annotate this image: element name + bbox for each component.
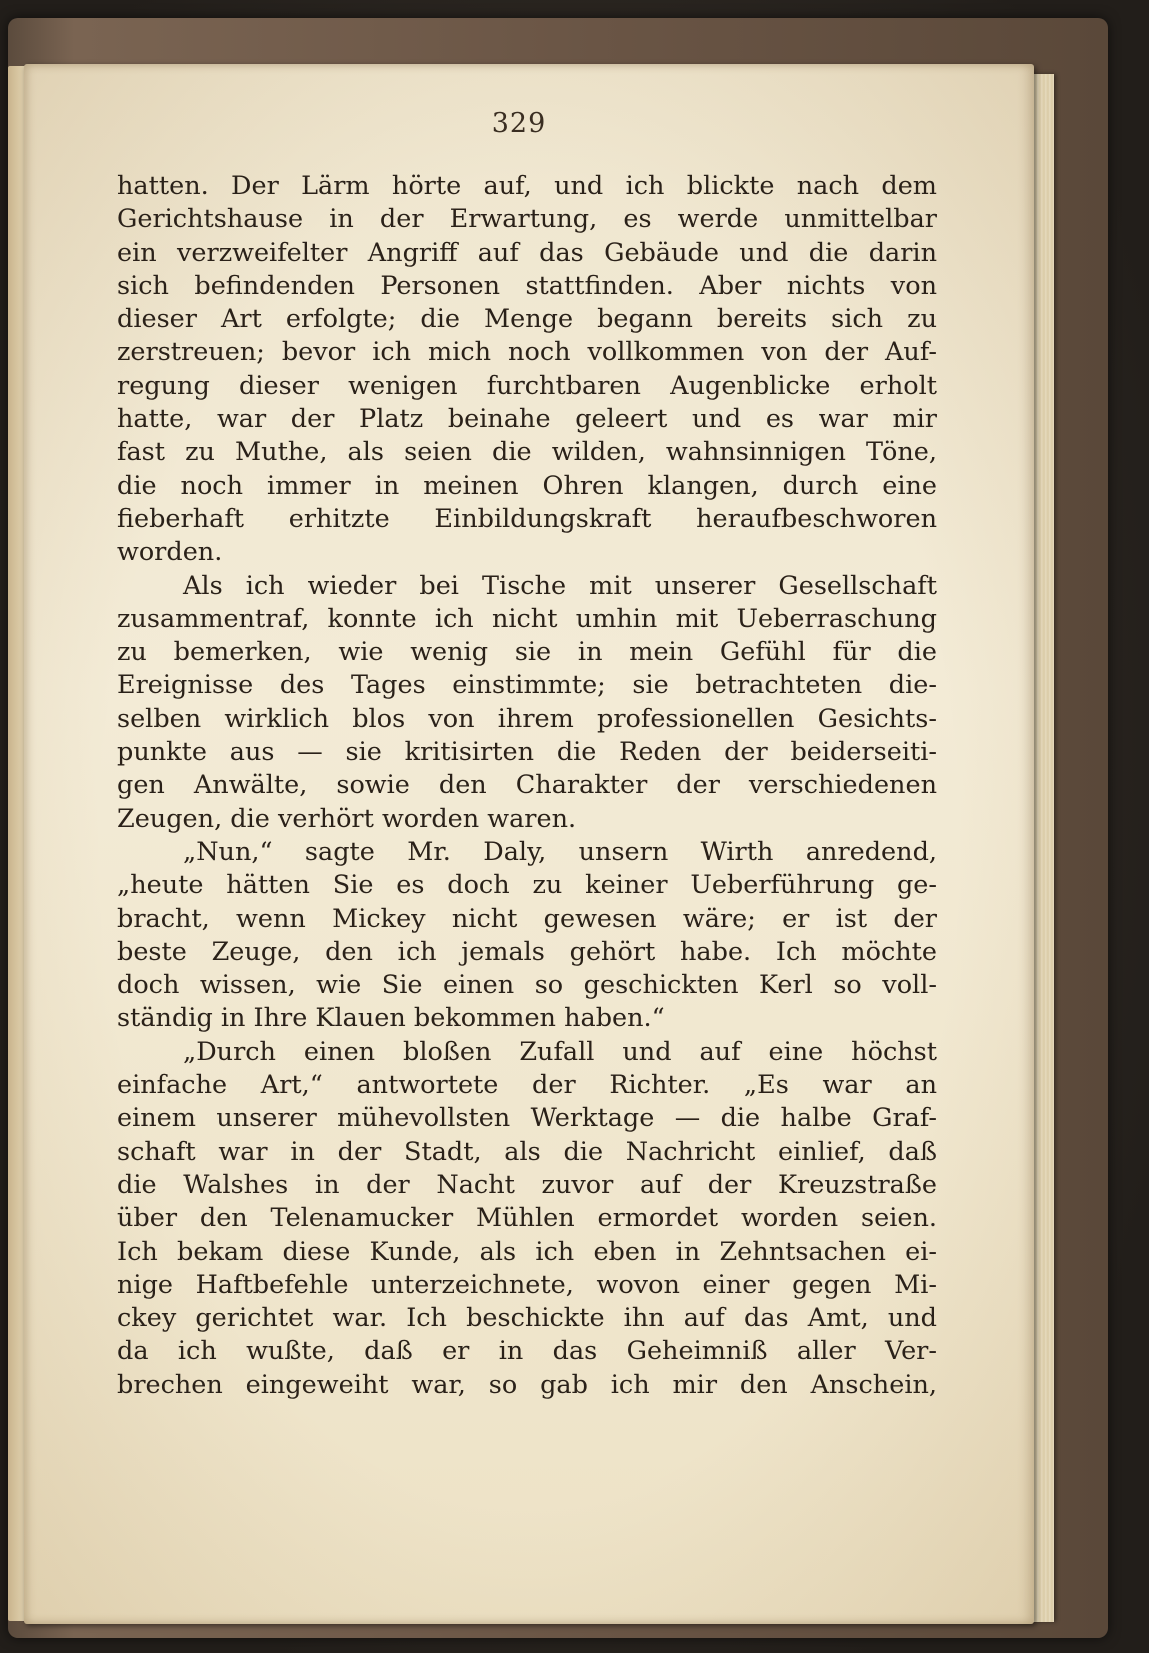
text-line: worden. bbox=[117, 537, 223, 568]
text-line: dieser Art erfolgte; die Menge begann bereits sich zu bbox=[117, 304, 937, 335]
book-page bbox=[24, 64, 1034, 1624]
text-line: zu bemerken, wie wenig sie in mein Gefühl für die bbox=[117, 637, 937, 668]
text-line: zerstreuen; bevor ich mich noch vollkommen von der Auf- bbox=[117, 337, 937, 368]
text-line: die Walshes in der Nacht zuvor auf der Kreuzstraße bbox=[117, 1169, 937, 1200]
text-line: einfache Art,“ antwortete der Richter. „Es war an bbox=[117, 1070, 937, 1101]
text-line: brechen eingeweiht war, so gab ich mir den Anschein, bbox=[117, 1369, 937, 1400]
text-line: Zeugen, die verhört worden waren. bbox=[117, 803, 577, 834]
book-cover bbox=[8, 18, 1108, 1638]
text-line: Ich bekam diese Kunde, als ich eben in Zehntsachen ei- bbox=[117, 1236, 937, 1267]
text-line: nige Haftbefehle unterzeichnete, wovon einer gegen Mi- bbox=[117, 1269, 937, 1300]
text-line: Als ich wieder bei Tische mit unserer Gesellschaft bbox=[183, 570, 937, 601]
text-line: zusammentraf, konnte ich nicht umhin mit Ueberraschung bbox=[117, 603, 937, 634]
text-line: hatten. Der Lärm hörte auf, und ich blickte nach dem bbox=[117, 171, 937, 201]
text-line: über den Telenamucker Mühlen ermordet worden seien. bbox=[117, 1203, 937, 1234]
text-line: gen Anwälte, sowie den Charakter der verschiedenen bbox=[117, 770, 937, 801]
text-line: fast zu Muthe, als seien die wilden, wahnsinnigen Töne, bbox=[117, 437, 937, 468]
body-text bbox=[117, 170, 937, 1402]
text-line: sich befindenden Personen stattfinden. Aber nichts von bbox=[117, 270, 937, 301]
text-line: ständig in Ihre Klauen bekommen haben.“ bbox=[117, 1003, 665, 1034]
text-line: „heute hätten Sie es doch zu keiner Ueberführung ge- bbox=[117, 870, 937, 901]
text-line: beste Zeuge, den ich jemals gehört habe. Ich möchte bbox=[117, 936, 937, 967]
text-line: da ich wußte, daß er in das Geheimniß aller Ver- bbox=[117, 1336, 937, 1367]
text-line: die noch immer in meinen Ohren klangen, durch eine bbox=[117, 470, 937, 501]
text-line: Gerichtshause in der Erwartung, es werde unmittelbar bbox=[117, 204, 937, 235]
text-line: doch wissen, wie Sie einen so geschickten Kerl so voll- bbox=[117, 970, 937, 1001]
text-line: ein verzweifelter Angriff auf das Gebäude und die darin bbox=[117, 237, 937, 268]
text-line: Ereignisse des Tages einstimmte; sie betrachteten die- bbox=[117, 670, 937, 701]
text-line: ckey gerichtet war. Ich beschickte ihn auf das Amt, und bbox=[117, 1303, 937, 1334]
text-line: einem unserer mühevollsten Werktage — die halbe Graf- bbox=[117, 1103, 937, 1134]
text-line: „Durch einen bloßen Zufall und auf eine höchst bbox=[183, 1036, 937, 1067]
page-number: 329 bbox=[491, 108, 547, 139]
text-line: regung dieser wenigen furchtbaren Augenblicke erholt bbox=[117, 370, 937, 401]
text-line: „Nun,“ sagte Mr. Daly, unsern Wirth anredend, bbox=[183, 836, 937, 867]
text-line: schaft war in der Stadt, als die Nachricht einlief, daß bbox=[117, 1136, 937, 1167]
text-line: punkte aus — sie kritisirten die Reden der beiderseiti- bbox=[117, 737, 937, 768]
text-line: fieberhaft erhitzte Einbildungskraft heraufbeschworen bbox=[117, 503, 937, 534]
text-line: hatte, war der Platz beinahe geleert und es war mir bbox=[117, 404, 937, 435]
text-line: bracht, wenn Mickey nicht gewesen wäre; er ist der bbox=[117, 903, 937, 934]
text-line: selben wirklich blos von ihrem professionellen Gesichts- bbox=[117, 703, 937, 734]
